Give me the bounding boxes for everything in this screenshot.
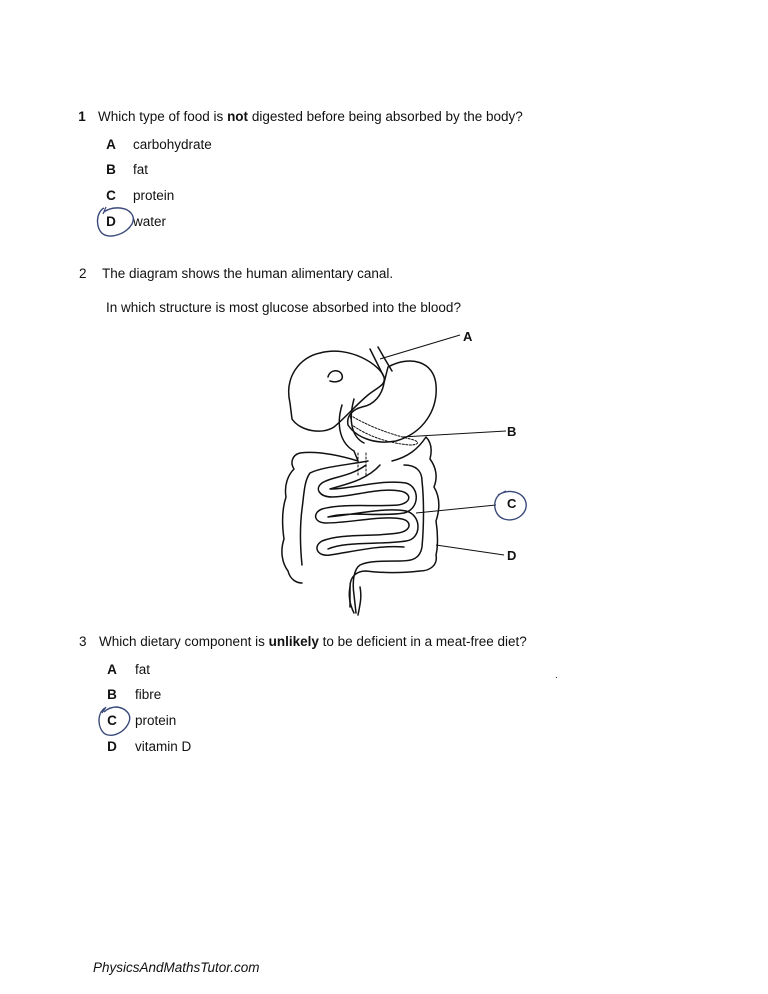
q3-question	[99, 634, 527, 649]
q3-option-a-text: fat	[135, 662, 151, 677]
q3-text-emphasis: unlikely	[268, 634, 319, 649]
q3-option-b-text: fibre	[135, 687, 162, 702]
q1-option-b-letter: B	[106, 162, 116, 177]
q3-option-c-text: protein	[135, 713, 177, 728]
q1-option-b-text: fat	[133, 162, 149, 177]
label-c: C	[507, 496, 517, 511]
q3-text-after: to be deficient in a meat-free diet?	[318, 634, 527, 649]
q3-option-d-letter: D	[107, 739, 117, 754]
label-a: A	[463, 329, 473, 344]
label-b-leader	[402, 431, 506, 437]
small-intestine-outline	[316, 465, 418, 555]
q3-option-c-letter: C	[107, 713, 117, 728]
q1-text-emphasis: not	[227, 109, 249, 124]
label-c-leader	[416, 505, 496, 513]
liver-outline	[289, 351, 385, 431]
q1-text-before: Which type of food is	[98, 109, 228, 124]
q1-text-after: digested before being absorbed by the body?	[248, 109, 523, 124]
q1-option-c-letter: C	[106, 188, 116, 203]
q3-option-b-letter: B	[107, 687, 117, 702]
alimentary-canal-diagram	[270, 325, 530, 620]
junction-dashed	[358, 453, 366, 475]
label-d: D	[507, 548, 517, 563]
q1-option-d-letter: D	[106, 214, 116, 229]
q2-statement: The diagram shows the human alimentary canal.	[102, 266, 394, 281]
label-a-leader	[380, 335, 460, 359]
gall-bladder-outline	[328, 371, 342, 382]
q1-number: 1	[78, 109, 86, 124]
q1-option-d-text: water	[133, 214, 167, 229]
q1-option-a-letter: A	[106, 137, 116, 152]
q3-text-before: Which dietary component is	[99, 634, 269, 649]
footer-site-name: PhysicsAndMathsTutor.com	[93, 960, 260, 975]
q2-number: 2	[79, 266, 87, 281]
q1-option-a-text: carbohydrate	[133, 137, 212, 152]
stray-mark: .	[555, 670, 558, 681]
label-b: B	[507, 424, 517, 439]
label-d-leader	[436, 545, 504, 555]
q3-number: 3	[79, 634, 87, 649]
q1-question	[98, 109, 523, 124]
q3-option-d-text: vitamin D	[135, 739, 192, 754]
oesophagus-outline	[370, 347, 392, 377]
q1-option-c-text: protein	[133, 188, 175, 203]
q2-question: In which structure is most glucose absorbed into the blood?	[106, 300, 461, 315]
q3-option-a-letter: A	[107, 662, 117, 677]
